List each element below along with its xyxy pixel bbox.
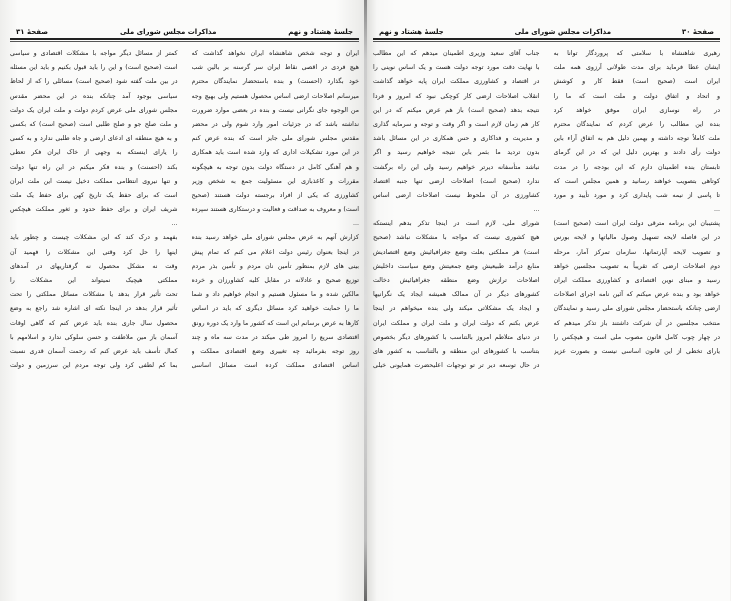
text-line: و تصویب لایحه آپارتمانها، سازمان تمرکز آمار، مرحله <box>553 248 720 256</box>
text-line: کارها به عرض برسانم این است که کشور ما وارد یک دوره رونق <box>191 319 359 327</box>
text-line: آسمان باز مین ملاطفت و حسن سلوکی ندارد و اسلامهم با <box>10 333 178 341</box>
text-line: روز توجه بفرمائید چه تغییری وضع اقتصادی مملکت و <box>191 347 359 355</box>
text-line: است) هر مملکتی بعلت وضع جغرافیائیش وضع اقتصادیش <box>373 248 540 256</box>
text-line: بما کم لطفی کرد ولی توجه مردم این سرزمین و دولت <box>10 362 178 370</box>
text-line: ایران است (صحیح است) فقط کار و کوشش <box>553 78 720 86</box>
text-line: و هم آهنگی کامل در دستگاه دولت بدون توجه به هیچگونه <box>191 163 359 171</box>
text-line: مملکتی هیچیک نمیتواند این مشکلات را <box>10 277 178 284</box>
text-line: بدون تردید ما بثمر باین نتیجه خواهیم رسید و اگر <box>373 149 540 157</box>
text-line: منابع درآمد طبیعیش وضع جمعیتش وضع سیاست داخلیش <box>373 262 540 270</box>
text-line: خود بگذارد (احسنت) و بنده باستحضار نمایندگان محترم <box>191 78 359 86</box>
left-page-number: صفحهٔ ۳۱ <box>16 28 49 36</box>
right-page-column-left <box>373 47 540 373</box>
text-line: کمال تأسف باید عرض کنم که رحمت آسمان قدری نسبت <box>10 347 178 355</box>
text-line: پشتیبان این برنامه مترقی دولت ایران است (صحیح است) <box>553 220 720 228</box>
text-line: مالکین شده و ما مسئول هستیم و انجام خواهیم داد و شما <box>191 291 359 299</box>
text-line: در بین ملت گفته شود (صحیح است) مسائلی را که از لحاظ <box>10 78 178 86</box>
text-line: ... <box>352 220 359 228</box>
text-line: وقت نه مشکل محصول نه گرفتاریهای در آمدهای <box>10 262 178 270</box>
text-line: نتیجه بدهد (صحیح است) باز هم عرض میکنم که در این <box>373 106 540 114</box>
text-line: نباشد متأسفانه دیرتر خواهیم رسید ولی این راه برگشت <box>373 163 540 171</box>
text-line: هیچ فردی در اقصی نقاط ایران سر گرسنه بر بالین شب <box>191 64 359 72</box>
text-line: اقتصادی سریع را امروز طی میکند در مدت سه ماه و چند <box>191 333 359 341</box>
text-line: بینی های لازم بمنظور تأمین نان مردم و تأمین بذر مردم <box>191 262 359 270</box>
text-line: تحت تأثیر قرار بدهد یا مشکلات مسائل مملکتی را تحت <box>10 291 178 299</box>
left-page-column-left <box>10 47 178 373</box>
text-line: تأثیر قرار بدهد در اینجا نکته ای اشاره شد راجع به وضع <box>10 305 178 313</box>
text-line: و مدیریت و فداکاری و حس همکاری در این مسائل باشد <box>373 135 540 143</box>
text-line: مقررات و کاغذبازی این مسئولیت جمع به شخص وزیر <box>191 177 359 185</box>
text-line: من الوجوه جای نگرانی نیست و بنده در بعضی موارد ضرورت <box>191 106 359 114</box>
header-rule <box>373 38 720 40</box>
text-line: ایران و توجه شخص شاهنشاه ایران نخواهد گذاشت که <box>191 50 359 57</box>
text-line: مقدس مجلس شورای ملی جایز است که بنده عرض کنم <box>191 135 359 143</box>
book-gutter <box>364 0 367 601</box>
text-line: در چهار چوب کامل قانون مصوب ملی است و هیچکس را <box>553 333 720 341</box>
text-line: بنده این مطالب را عرض کردم که نمایندگان محترم <box>553 120 720 128</box>
text-line: تا پاسی از نیمه شب پایداری کرد و مورد تأیید و مورد <box>553 191 720 199</box>
text-line: نداشته باشد که در جزئیات امور وارد شوم ولی در محضر <box>191 120 359 128</box>
right-page <box>365 0 730 601</box>
text-line: در راه نوسازی ایران موفق خواهد کرد <box>553 106 720 114</box>
text-line: است که برای حفظ یک تاریخ کهن برای حفظ یک ملت <box>10 191 178 199</box>
text-line: کوتاهی بتصویب خواهند رسانید و همین مجلس است که <box>553 177 720 185</box>
text-line: کشورهای دیگر در آن ممالک همیشه ایجاد یک نگرانیها <box>373 291 540 299</box>
header-rule <box>10 38 359 40</box>
text-line: در دنیای متلاطم امروز بالتناسب با کشورهای دیگر بخصوص <box>373 333 540 341</box>
text-line: خواهد بود و بنده عرض میکنم که آئین نامه اجرای اصلاحات <box>553 291 720 299</box>
text-line: انقلاب اصلاحات ارضی کار کوچکی نبود که امروز و فردا <box>373 92 540 100</box>
text-line: رهبری شاهنشاه با سلامتی که پروردگار توانا به <box>553 50 720 57</box>
text-line: محصول سال جاری بنده باید عرض کنم که گاهی اوقات <box>10 319 178 327</box>
text-line: هیچ کشوری نیست که مواجه با مشکلات نباشد (صحیح <box>373 234 540 242</box>
text-line: رسید و مبنای نوین اقتصادی و کشاورزی مملکت ایران <box>553 277 720 284</box>
text-line: در این فاصله لایحه تسهیل وصول مالیاتها و لایحه بورس <box>553 234 720 242</box>
text-line: کار هم زمان لازم است و اگر وقت و توجه و سرمایه گذاری <box>373 120 540 128</box>
text-line: اساس اقتصادی مملکت کرده است مسائل اساسی <box>191 362 359 370</box>
text-line: مجلس شورای ملی عرض کردم دولت و ملت ایران یک دولت <box>10 106 178 114</box>
text-line: بتناسب با کشورهای این منطقه و بالتناسب به کشور های <box>373 347 540 355</box>
text-line: شریف ایران و برای حفظ حدود و ثغور مملکت هیچکس <box>10 206 178 214</box>
text-line: است (صحیح است) و این را باید قبول بکنیم و باید این مسئله <box>10 64 178 72</box>
text-line: سیاسی بوجود آمد چنانکه بنده در این محضر مقدس <box>10 92 178 100</box>
text-line: منتخب مجلسین در آن شرکت داشتند باز تذکر میدهم که <box>553 319 720 327</box>
text-line: اصلاحات ترازش وضع منطقه جغرافیائیش دخالت <box>373 277 540 284</box>
text-line: ... <box>171 220 178 228</box>
text-line: تابستان بنده اطمینان دارم که این بودجه را در مدت <box>553 163 720 171</box>
left-page-column-right <box>192 47 360 373</box>
text-line: بکند (احسنت) و بنده فکر میکنم در این راه تنها دولت <box>10 163 178 171</box>
left-page-header <box>10 24 359 36</box>
text-line: و ملت صلح جو و صلح طلبی است (صحیح است) که بکسی <box>10 120 178 128</box>
right-page-columns <box>373 47 720 373</box>
right-page-number: صفحهٔ ۳۰ <box>681 28 714 36</box>
text-line: عرض بکنم که دولت ایران و ملت ایران و مملکت ایران <box>373 319 540 327</box>
text-line: میرسانم اصلاحات ارضی اساس محصول هستیم ولی بهیچ وجه <box>191 92 359 100</box>
text-line: در این مورد تشکیلات اداری که وارد شده است باید همکاری <box>191 149 359 157</box>
right-page-header <box>373 24 720 36</box>
text-line: کشاورزی که یکی از افراد برجسته دولت هستند (صحیح <box>191 191 359 199</box>
left-session-label: جلسهٔ هشتاد و نهم <box>288 28 353 36</box>
text-line: ملت کاملاً توجه داشته و بهمین دلیل هم به اتفاق آراء باین <box>553 135 720 143</box>
text-line: با نهایت دقت مورد توجه دولت هست و یک اساس نوینی را <box>373 64 540 72</box>
right-running-title: مذاکرات مجلس شورای ملی <box>514 28 612 36</box>
left-page <box>0 0 365 601</box>
text-line: و تنها نیروی انتظامی مملکت دخیل نیست این ملت ایران <box>10 177 178 185</box>
text-line: ... <box>713 206 720 214</box>
text-line: دوم اصلاحات ارضی که تقریباً به تصویب مجلسین خواهد <box>553 262 720 270</box>
text-line: توزیع صحیح و عادلانه در مقابل کلیه کشاورزان و خرده <box>191 277 359 284</box>
text-line: ما را حمایت خواهید کرد مسائل دیگری که باید در اساس <box>191 305 359 313</box>
text-line: ندارد (صحیح است) اصلاحات ارضی تنها جنبه اقتصاد <box>373 177 540 185</box>
right-session-label: جلسهٔ هشتاد و نهم <box>379 28 444 36</box>
text-line: در اینجا بعنوان رئیس دولت اعلام می کنم که تمام پیش <box>191 248 359 256</box>
text-line: یارای تخطی از این قانون اساسی نیست و بصورت عزیز <box>553 347 720 355</box>
text-line: و اتحاد و اتفاق دولت و ملت است که ما را <box>553 92 720 100</box>
right-page-column-right <box>554 47 721 373</box>
text-line: اینها را حل کرد وقتی این مشکلات را فهمید آن <box>10 248 178 256</box>
left-page-columns <box>10 47 359 373</box>
text-line: ایشان عطا فرماید برای مدت طولانی آرزوی همه ملت <box>553 64 720 72</box>
left-running-title: مذاکرات مجلس شورای ملی <box>119 28 217 36</box>
text-line: جناب آقای سعید وزیری اطمینان میدهم که این مطالب <box>373 50 540 57</box>
header-rule-thin <box>373 41 720 42</box>
text-line: را یارای اینستکه به وجهی از خاک ایران فکر تعطی <box>10 149 178 157</box>
text-line: ... <box>533 206 540 214</box>
text-line: بفهمد و درک کند که این مشکلات چیست و چطور باید <box>10 234 178 242</box>
text-line: و به هیچ منطقه ای ادعای ارضی و جاه طلبی ندارد و به کسی <box>10 135 178 143</box>
text-line: است) و معروف به صداقت و فعالیت و درستکاری هستند سپرده <box>191 206 359 214</box>
text-line: دولت رأی دادند و بهترین دلیل این که در این گرمای <box>553 149 720 157</box>
text-line: کزارش آنهم به عرض مجلس شورای ملی خواهد رسید بنده <box>191 234 359 242</box>
text-line: در اقتصاد و کشاورزی مملکت ایران پایه خواهد گذاشت <box>373 78 540 86</box>
text-line: کمتر از مسائل دیگر مواجه با مشکلات اقتصادی و سیاسی <box>10 50 178 57</box>
text-line: ارضی چنانکه باستحضار مجلس شورای ملی رسید و نمایندگان <box>553 305 720 313</box>
header-rule-thin <box>10 41 359 42</box>
text-line: کشاورزی در آن ملحوظ نیست اصلاحات ارضی اساس <box>373 191 540 199</box>
text-line: و ایجاد یک مشکلاتی میکند ولی بنده میخواهم در اینجا <box>373 305 540 313</box>
text-line: در حال توسعه دیر تر تو توجهات اعلیحضرت همایونی خیلی <box>373 362 540 370</box>
text-line: شورای ملی، لازم است در اینجا تذکر بدهم اینستکه <box>373 220 540 228</box>
